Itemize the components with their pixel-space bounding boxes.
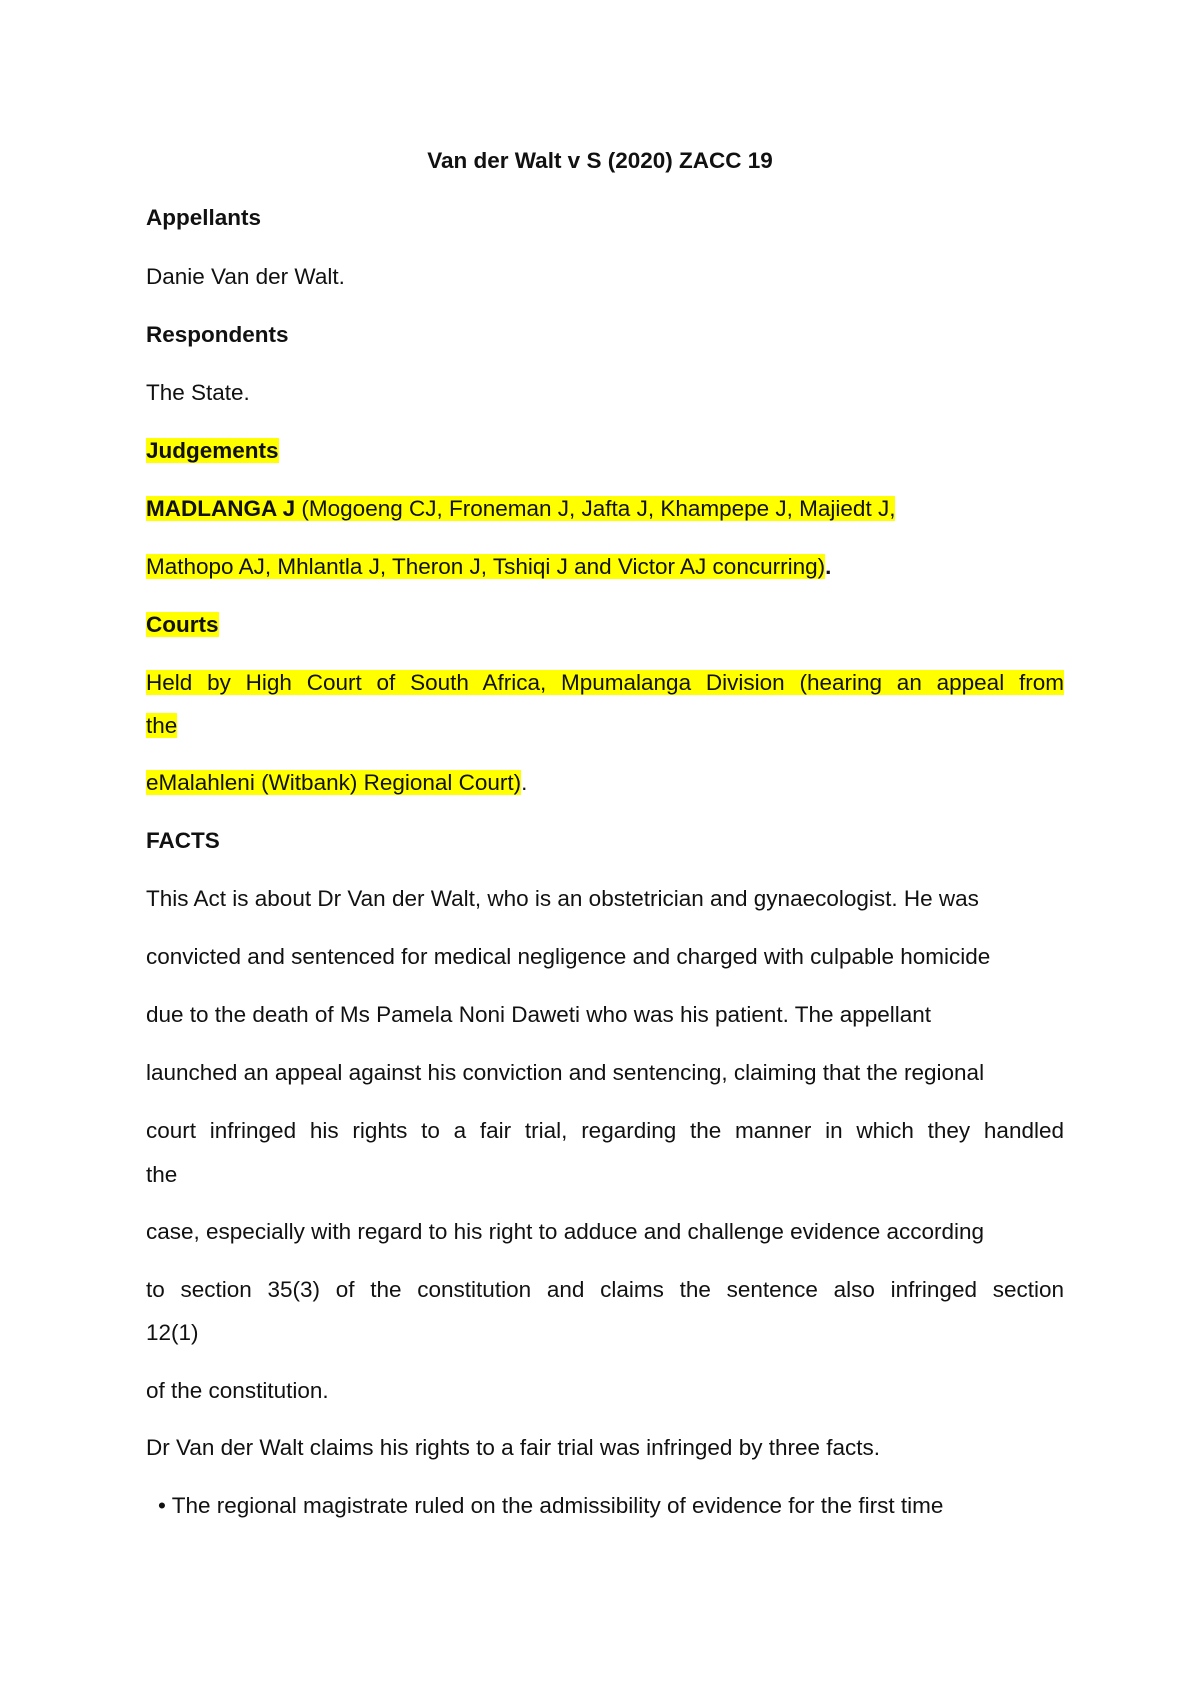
courts-line-1 [146,668,1064,698]
document-title: Van der Walt v S (2020) ZACC 19 [427,148,773,173]
judge-name: MADLANGA J [146,496,296,521]
appellants-heading: Appellants [146,205,262,230]
facts-line: court infringed his rights to a fair trial, regarding the manner in which they handled [146,1118,1064,1143]
facts-line: of the constitution. [146,1378,329,1403]
courts-line-2 [146,711,1064,741]
facts-line: Dr Van der Walt claims his rights to a fair trial was infringed by three facts. [146,1435,881,1460]
courts-line-1-text: Held by High Court of South Africa, Mpumalanga Division (hearing an appeal from [146,670,1064,695]
judgements-heading-text: Judgements [146,438,279,463]
courts-line-3-end: . [521,770,528,795]
facts-line: convicted and sentenced for medical negligence and charged with culpable homicide [146,944,991,969]
courts-heading [146,610,1064,640]
judgements-line-2-end: . [825,554,832,579]
judgements-heading [146,436,1064,466]
courts-line-3 [146,768,1064,798]
facts-line: to section 35(3) of the constitution and claims the sentence also infringed section [146,1277,1064,1302]
facts-bullet-item: • The regional magistrate ruled on the admissibility of evidence for the first time [158,1493,944,1518]
facts-heading: FACTS [146,828,220,853]
respondents-heading: Respondents [146,322,289,347]
courts-line-2-text: the [146,713,178,738]
judges-concurring-part1: (Mogoeng CJ, Froneman J, Jafta J, Khampepe J, Majiedt J, [295,496,896,521]
respondents-value: The State. [146,380,250,405]
facts-line: case, especially with regard to his right to adduce and challenge evidence according [146,1219,985,1244]
appellants-value: Danie Van der Walt. [146,264,345,289]
facts-line: the [146,1162,178,1187]
facts-line: due to the death of Ms Pamela Noni Daweti who was his patient. The appellant [146,1002,932,1027]
facts-line: launched an appeal against his conviction and sentencing, claiming that the regional [146,1060,985,1085]
courts-line-3-text: eMalahleni (Witbank) Regional Court) [146,770,522,795]
courts-heading-text: Courts [146,612,219,637]
facts-line: 12(1) [146,1320,199,1345]
judges-concurring-part2: Mathopo AJ, Mhlantla J, Theron J, Tshiqi J and Victor AJ concurring) [146,554,826,579]
judgements-line-2 [146,552,1064,582]
judgements-line-1 [146,494,1064,524]
facts-line: This Act is about Dr Van der Walt, who is an obstetrician and gynaecologist. He was [146,886,979,911]
